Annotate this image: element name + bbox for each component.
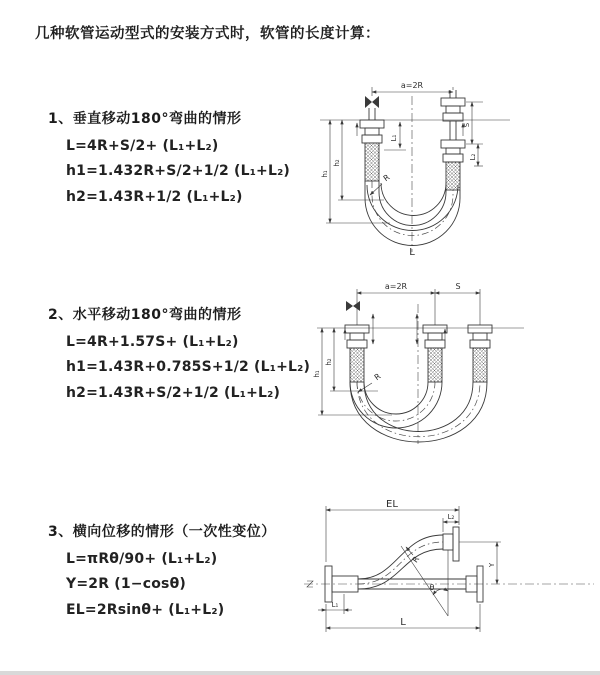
dim-label-h2: h₂ (333, 159, 341, 167)
section-2 (48, 304, 310, 406)
upper-flange (443, 527, 459, 561)
dim-label-theta: θ (429, 583, 435, 592)
diagram-horizontal-bend (312, 276, 597, 458)
dim-label-s: S (455, 282, 461, 291)
dim-label-radius: R (372, 371, 383, 383)
dimensions (318, 289, 480, 415)
right-fitting-upper (441, 90, 465, 140)
formula-line: Y=2R (1−cosθ) (66, 576, 187, 593)
formula-line: h1=1.432R+S/2+1/2 (L₁+L₂) (66, 163, 291, 180)
hose-curve (358, 535, 443, 589)
diagram-vertical-bend (312, 72, 597, 257)
page-bottom-edge (0, 671, 600, 675)
formula-line: h1=1.43R+0.785S+1/2 (L₁+L₂) (66, 359, 311, 376)
doc-title: 几种软管运动型式的安装方式时，软管的长度计算： (35, 26, 380, 42)
formula-line: L=πRθ/90+ (L₁+L₂) (66, 550, 218, 567)
section-3-heading: 3、横向位移的情形（一次性变位） (48, 524, 276, 540)
dim-label-span: a=2R (384, 282, 408, 291)
dim-label-radius: R (381, 172, 392, 184)
section-1-heading: 1、垂直移动180°弯曲的情形 (48, 111, 242, 127)
dim-label-s: S (463, 122, 471, 128)
dim-label-h2: h₂ (325, 358, 333, 366)
dim-label-length: L (400, 617, 406, 628)
right-fitting-lower (441, 140, 465, 190)
formula-line: h2=1.43R+1/2 (L₁+L₂) (66, 188, 243, 205)
dim-label-l2: L₂ (447, 513, 455, 521)
section-1 (48, 108, 290, 210)
formula-line: L=4R+1.57S+ (L₁+L₂) (66, 333, 239, 350)
valve-icon (365, 96, 379, 108)
hose-arcs (365, 181, 460, 246)
dim-label-el: EL (386, 499, 398, 510)
dim-label-h1: h₁ (313, 370, 321, 378)
left-fitting (345, 325, 369, 382)
dim-label-y: Y (488, 562, 496, 568)
valve-icon (346, 301, 360, 311)
formula-line: L=4R+S/2+ (L₁+L₂) (66, 137, 219, 154)
diagram-lateral-displacement (298, 498, 598, 673)
dim-label-span: a=2R (400, 81, 424, 90)
angle-construction (401, 546, 448, 616)
dim-label-radius: R (410, 554, 422, 565)
dim-label-l1: L₁ (390, 134, 398, 142)
dim-label-h1: h₁ (321, 170, 329, 178)
right-fitting (468, 325, 492, 382)
formula-line: EL=2Rsinθ+ (L₁+L₂) (66, 601, 225, 618)
formula-line: h2=1.43R+S/2+1/2 (L₁+L₂) (66, 384, 281, 401)
left-fitting (360, 108, 384, 181)
dim-label-length: L (409, 247, 415, 257)
middle-fitting (423, 325, 447, 382)
section-3 (48, 521, 276, 623)
dimensions (318, 506, 501, 632)
dim-label-l1: L₁ (331, 601, 339, 609)
section-2-heading: 2、水平移动180°弯曲的情形 (48, 307, 242, 323)
dim-label-l2: L₂ (469, 153, 477, 161)
